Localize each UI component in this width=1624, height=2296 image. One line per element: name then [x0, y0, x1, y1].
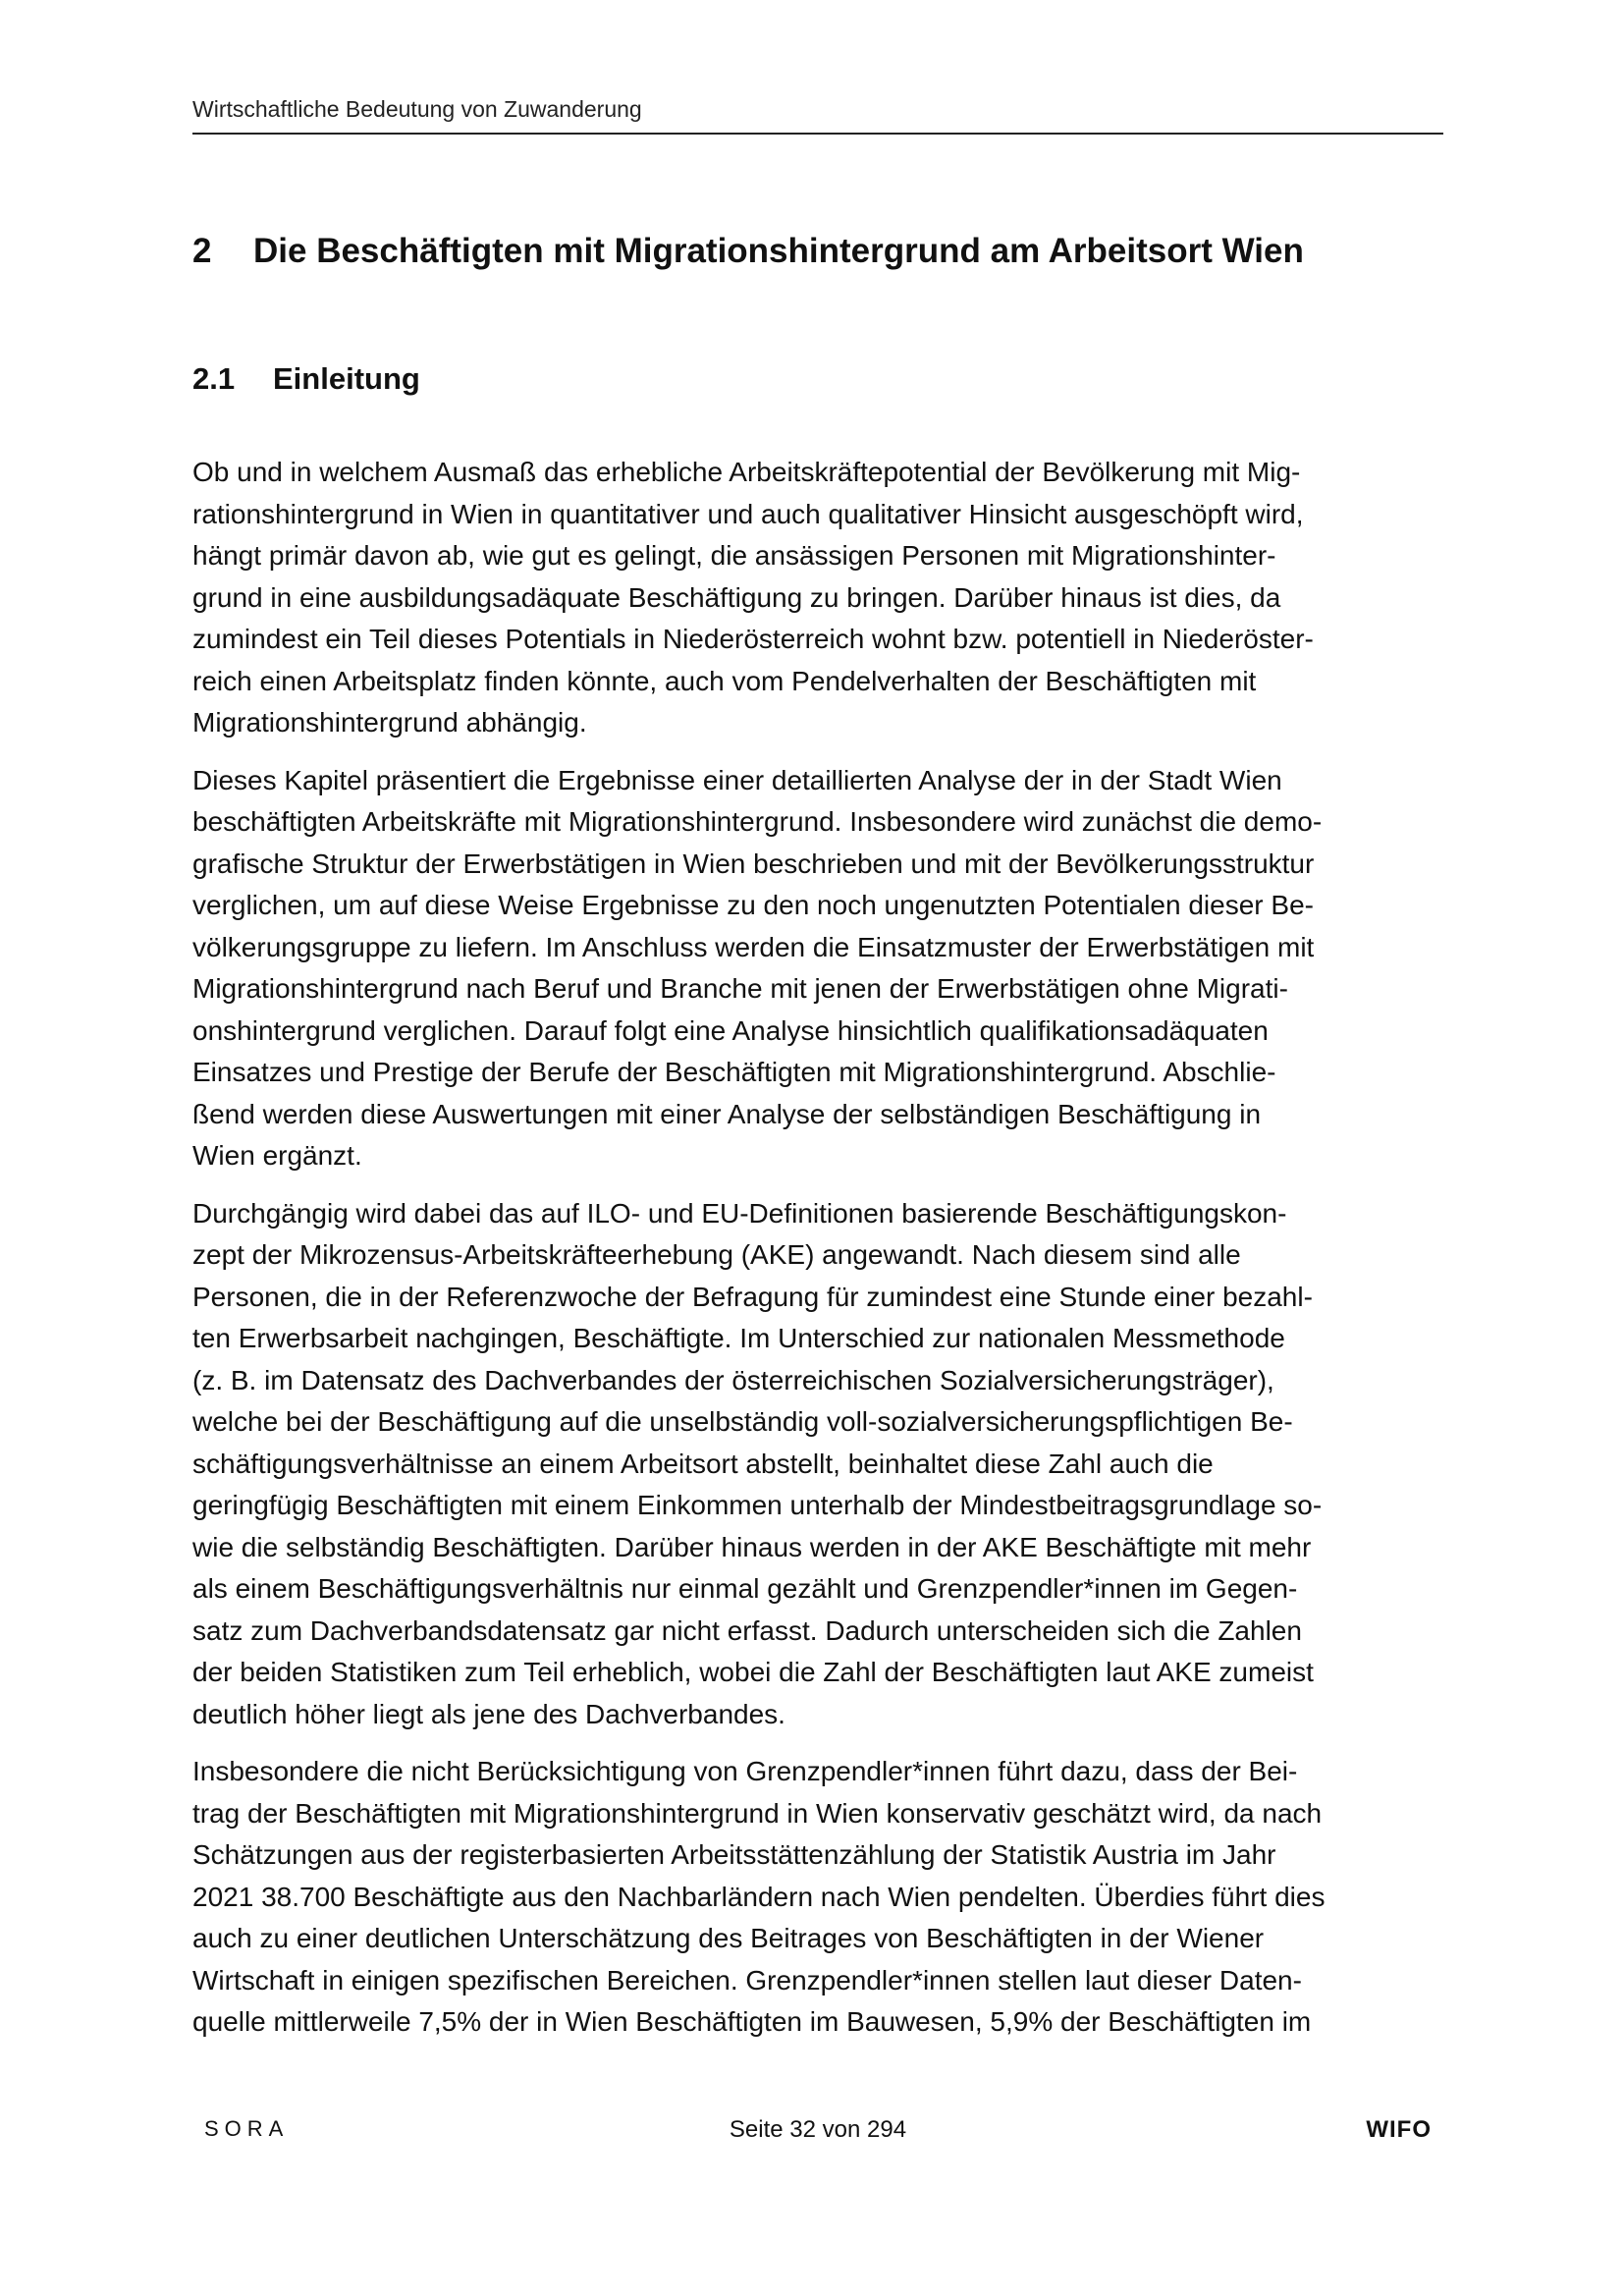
text-line: onshintergrund verglichen. Darauf folgt eine Analyse hinsichtlich qualifikationsadäquaten — [192, 1014, 1269, 1046]
text-line: verglichen, um auf diese Weise Ergebnisse zu den noch ungenutzten Potentialen dieser Be- — [192, 890, 1314, 920]
text-line: ten Erwerbsarbeit nachgingen, Beschäftigte. Im Unterschied zur nationalen Messmethode — [192, 1323, 1285, 1353]
text-line: Einsatzes und Prestige der Berufe der Beschäftigten mit Migrationshintergrund. Abschlie- — [192, 1057, 1276, 1087]
chapter-heading — [192, 232, 1443, 271]
text-line: auch zu einer deutlichen Unterschätzung des Beitrages von Beschäftigten in der Wiener — [192, 1923, 1265, 1953]
text-line: (z. B. im Datensatz des Dachverbandes der österreichischen Sozialversicherungsträger), — [192, 1364, 1274, 1395]
text-line: Durchgängig wird dabei das auf ILO- und EU-Definitionen basierende Beschäftigungskon- — [192, 1197, 1287, 1229]
text-line: Ob und in welchem Ausmaß das erhebliche Arbeitskräftepotential der Bevölkerung mit Mig- — [192, 457, 1301, 487]
text-line: hängt primär davon ab, wie gut es gelingt, die ansässigen Personen mit Migrationshinter- — [192, 540, 1276, 571]
sora-logo: SORA — [204, 2116, 290, 2141]
paragraph-4 — [192, 1751, 1443, 2044]
text-line: wie die selbständig Beschäftigten. Darüber hinaus werden in der AKE Beschäftigte mit mehr — [192, 1531, 1312, 1562]
text-line: Personen, die in der Referenzwoche der Befragung für zumindest eine Stunde einer bezahl- — [192, 1281, 1313, 1312]
text-line: welche bei der Beschäftigung auf die unselbständig voll-sozialversicherungspflichtigen Be- — [192, 1406, 1293, 1437]
text-line: 2021 38.700 Beschäftigte aus den Nachbarländern nach Wien pendelten. Überdies führt dies — [192, 1881, 1326, 1912]
text-line: quelle mittlerweile 7,5% der in Wien Beschäftigten im Bauwesen, 5,9% der Beschäftigten im — [192, 2006, 1312, 2037]
text-line: deutlich höher liegt als jene des Dachverbandes. — [192, 1698, 785, 1729]
paragraph-3 — [192, 1193, 1443, 1736]
text-line: als einem Beschäftigungsverhältnis nur einmal gezählt und Grenzpendler*innen im Gegen- — [192, 1573, 1298, 1604]
text-line: satz zum Dachverbandsdatensatz gar nicht erfasst. Dadurch unterscheiden sich die Zahlen — [192, 1614, 1302, 1646]
chapter-number: 2 — [192, 232, 212, 270]
text-line: ßend werden diese Auswertungen mit einer Analyse der selbständigen Beschäftigung in — [192, 1098, 1262, 1129]
text-line: reich einen Arbeitsplatz finden könnte, auch vom Pendelverhalten der Beschäftigten mit — [192, 665, 1257, 696]
running-header — [192, 96, 1443, 135]
text-line: beschäftigten Arbeitskräfte mit Migrationshintergrund. Insbesondere wird zunächst die demo- — [192, 806, 1323, 837]
running-header-title: Wirtschaftliche Bedeutung von Zuwanderung — [192, 96, 642, 122]
paragraph-2 — [192, 760, 1443, 1177]
text-line: Schätzungen aus der registerbasierten Arbeitsstättenzählung der Statistik Austria im Jahr — [192, 1839, 1276, 1870]
text-line: grafische Struktur der Erwerbstätigen in Wien beschrieben und mit der Bevölkerungsstruktur — [192, 847, 1315, 879]
text-line: Dieses Kapitel präsentiert die Ergebnisse einer detaillierten Analyse der in der Stadt Wien — [192, 764, 1282, 795]
text-line: Migrationshintergrund abhängig. — [192, 707, 587, 738]
text-line: der beiden Statistiken zum Teil erheblich, wobei die Zahl der Beschäftigten laut AKE zumeist — [192, 1657, 1314, 1687]
text-line: zumindest ein Teil dieses Potentials in Niederösterreich wohnt bzw. potentiell in Niederöster- — [192, 624, 1314, 654]
text-line: grund in eine ausbildungsadäquate Beschäftigung zu bringen. Darüber hinaus ist dies, da — [192, 581, 1281, 613]
text-line: schäftigungsverhältnisse an einem Arbeitsort abstellt, beinhaltet diese Zahl auch die — [192, 1448, 1214, 1479]
page-number: Seite 32 von 294 — [729, 2116, 907, 2143]
text-line: Migrationshintergrund nach Beruf und Branche mit jenen der Erwerbstätigen ohne Migrati- — [192, 973, 1288, 1004]
text-line: völkerungsgruppe zu liefern. Im Anschluss werden die Einsatzmuster der Erwerbstätigen mit — [192, 931, 1315, 962]
text-line: trag der Beschäftigten mit Migrationshintergrund in Wien konservativ geschätzt wird, da nach — [192, 1797, 1323, 1829]
section-title: Einleitung — [273, 361, 420, 396]
text-line: rationshintergrund in Wien in quantitativer und auch qualitativer Hinsicht ausgeschöpft wird, — [192, 498, 1304, 529]
text-line: Wien ergänzt. — [192, 1140, 362, 1171]
text-line: zept der Mikrozensus-Arbeitskräfteerhebung (AKE) angewandt. Nach diesem sind alle — [192, 1239, 1241, 1270]
text-line: Insbesondere die nicht Berücksichtigung von Grenzpendler*innen führt dazu, dass der Bei- — [192, 1756, 1298, 1786]
wifo-logo: WIFO — [1366, 2116, 1432, 2143]
text-line: geringfügig Beschäftigten mit einem Einkommen unterhalb der Mindestbeitragsgrundlage so- — [192, 1490, 1323, 1520]
text-line: Wirtschaft in einigen spezifischen Bereichen. Grenzpendler*innen stellen laut dieser Daten- — [192, 1964, 1302, 1995]
paragraph-1 — [192, 452, 1443, 744]
page-footer — [192, 2116, 1443, 2156]
body-text — [192, 452, 1443, 2059]
section-number: 2.1 — [192, 361, 236, 396]
chapter-title: Die Beschäftigten mit Migrationshintergrund am Arbeitsort Wien — [253, 232, 1304, 270]
section-heading — [192, 361, 1443, 397]
